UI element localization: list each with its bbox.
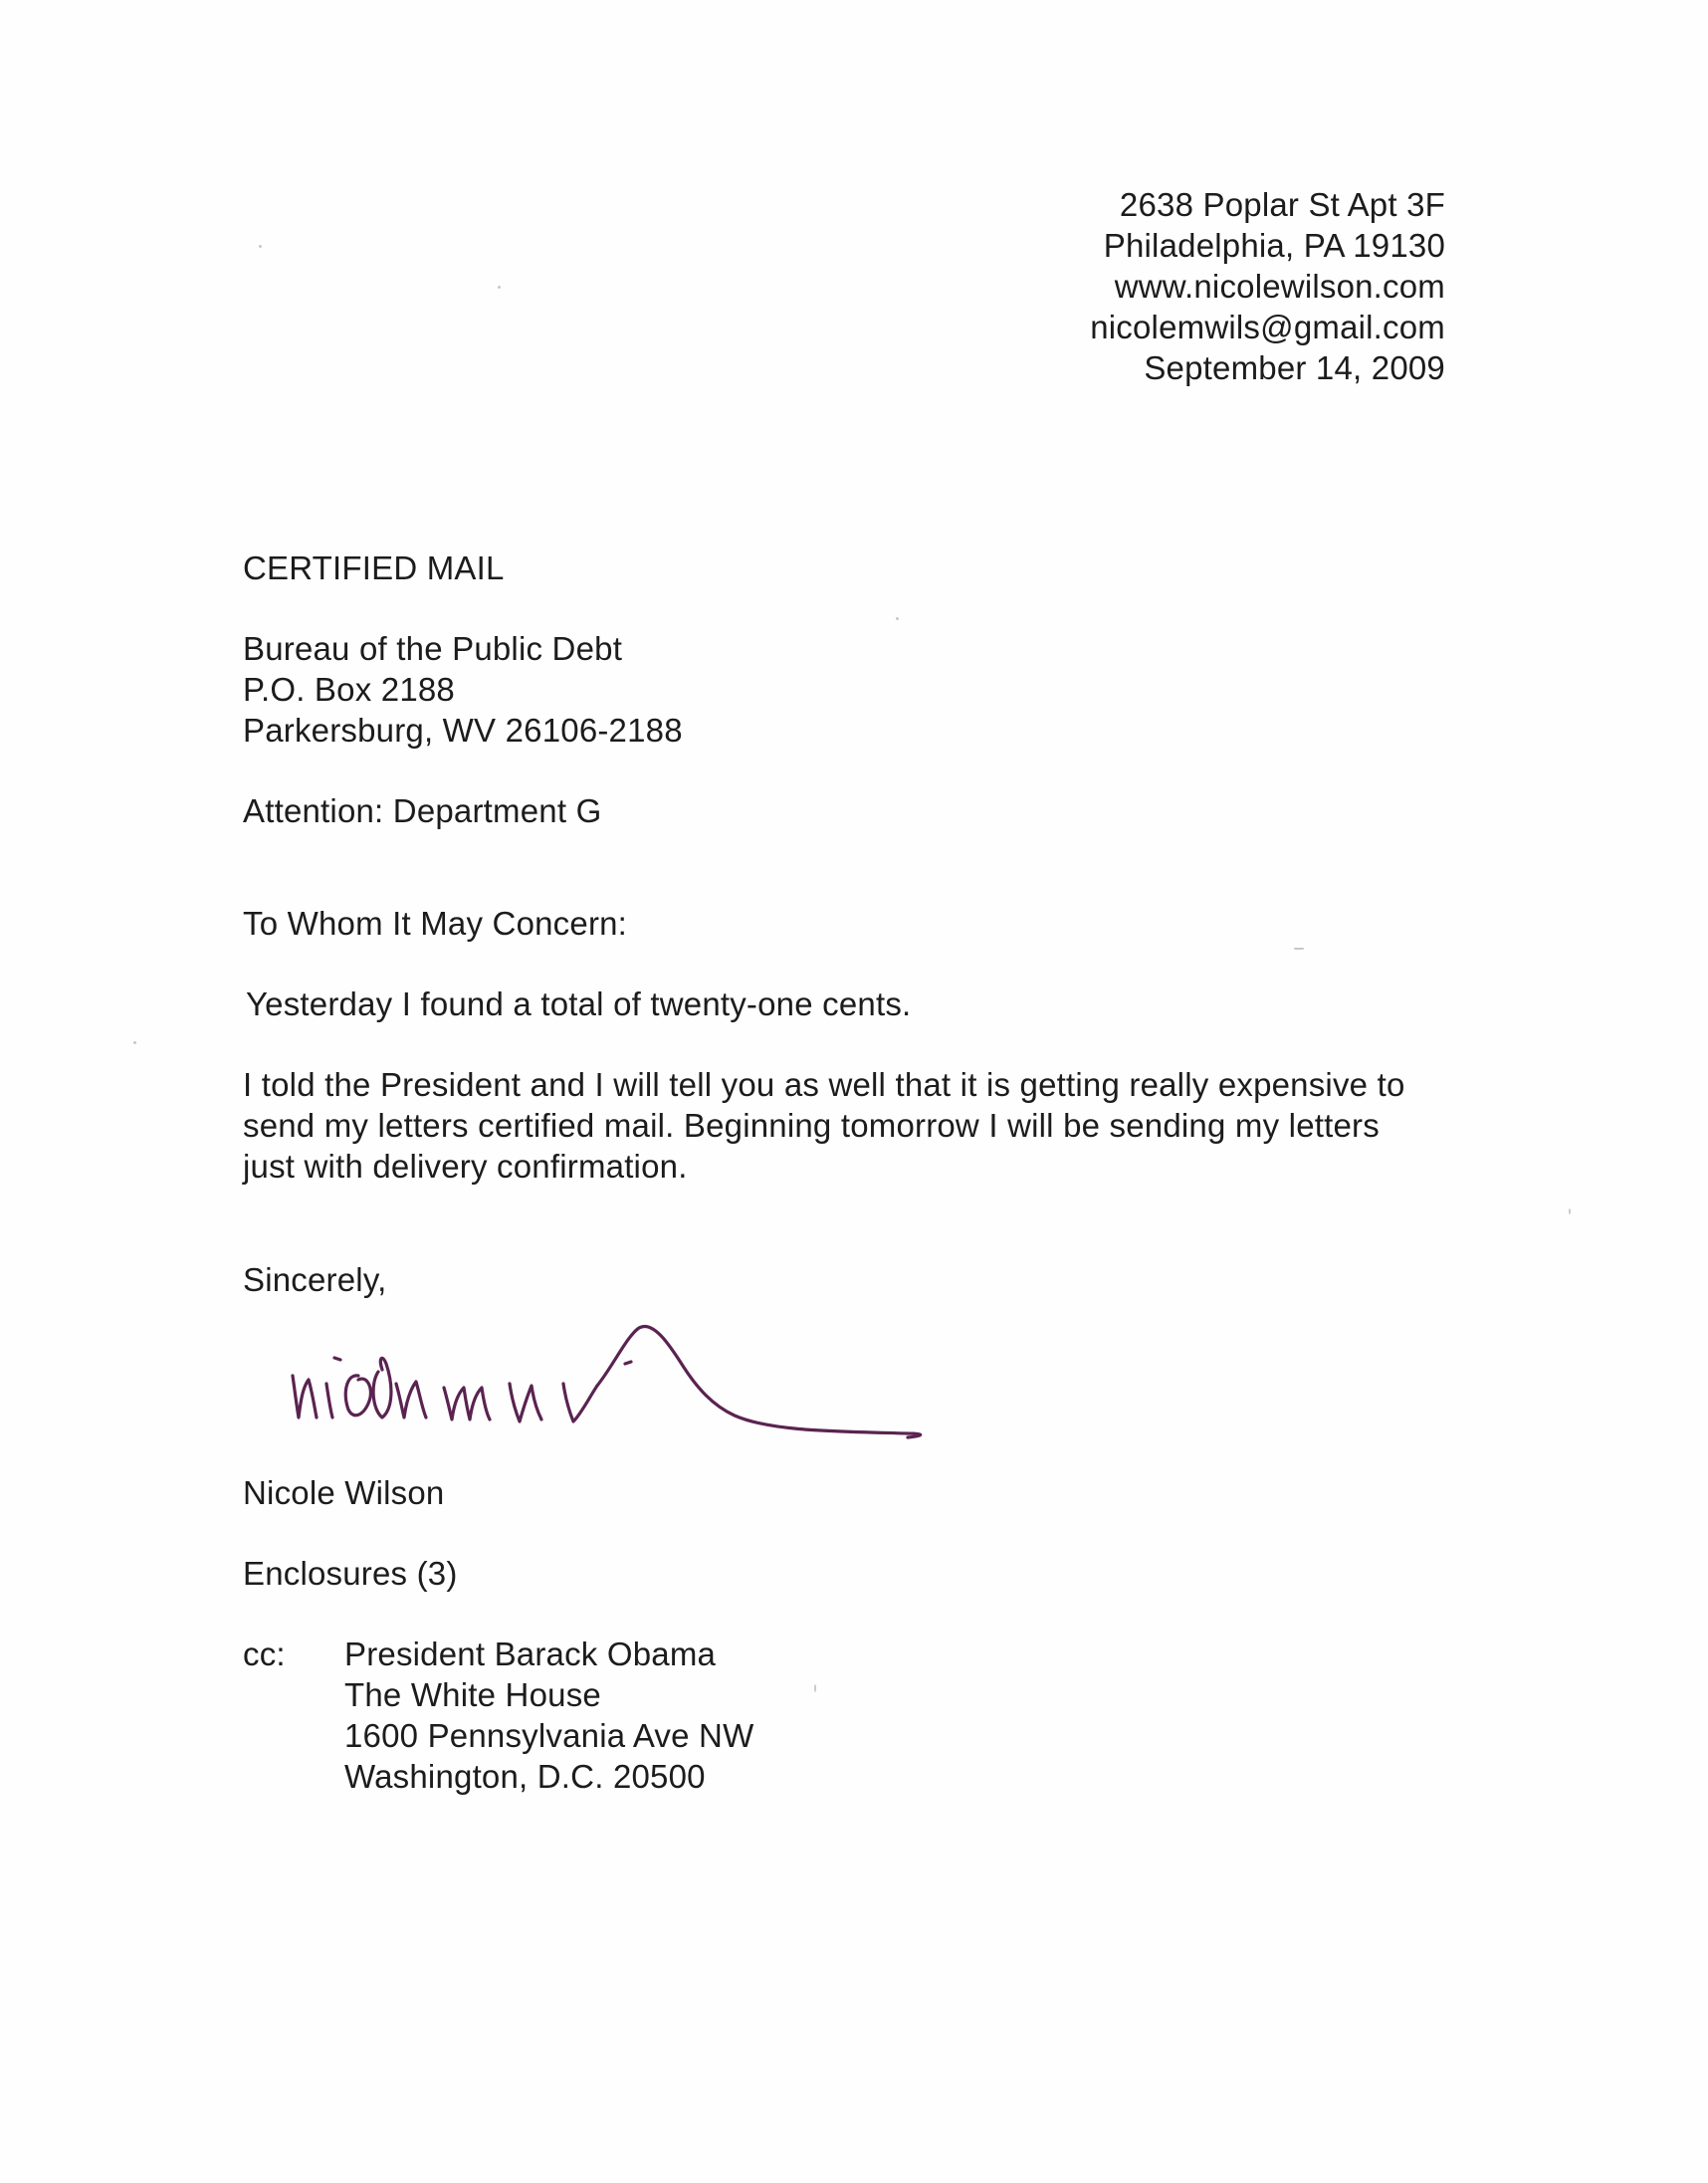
- cc-label: cc:: [243, 1636, 286, 1672]
- salutation: To Whom It May Concern:: [243, 905, 628, 942]
- scan-speck: [498, 286, 501, 289]
- sender-city-state-zip: Philadelphia, PA 19130: [1103, 227, 1445, 264]
- body-paragraph-2-line-3: just with delivery confirmation.: [243, 1148, 688, 1185]
- scan-speck: [1569, 1208, 1571, 1214]
- body-paragraph-2-line-2: send my letters certified mail. Beginning tomorrow I will be sending my letters: [243, 1107, 1380, 1144]
- body-paragraph-2-line-1: I told the President and I will tell you as well that it is getting really expensive to: [243, 1066, 1405, 1103]
- handwritten-signature: [279, 1314, 995, 1473]
- attention-line: Attention: Department G: [243, 792, 602, 829]
- scan-speck: [259, 245, 262, 248]
- body-paragraph-1: Yesterday I found a total of twenty-one cents.: [246, 985, 912, 1022]
- closing: Sincerely,: [243, 1261, 387, 1298]
- scan-speck: [814, 1684, 816, 1692]
- cc-line-4: Washington, D.C. 20500: [344, 1758, 706, 1795]
- sender-website: www.nicolewilson.com: [1114, 268, 1445, 305]
- signer-name: Nicole Wilson: [243, 1474, 445, 1511]
- cc-line-1: President Barack Obama: [344, 1636, 717, 1672]
- mail-type: CERTIFIED MAIL: [243, 549, 505, 586]
- scan-speck: [133, 1041, 136, 1044]
- scan-speck: [896, 617, 899, 620]
- scan-speck: [1294, 948, 1304, 950]
- letter-date: September 14, 2009: [1144, 349, 1445, 386]
- cc-line-2: The White House: [344, 1676, 601, 1713]
- recipient-name: Bureau of the Public Debt: [243, 630, 623, 667]
- cc-line-3: 1600 Pennsylvania Ave NW: [344, 1717, 754, 1754]
- sender-street: 2638 Poplar St Apt 3F: [1119, 186, 1445, 223]
- sender-email: nicolemwils@gmail.com: [1090, 309, 1445, 345]
- recipient-po-box: P.O. Box 2188: [243, 671, 455, 708]
- recipient-city-state-zip: Parkersburg, WV 26106-2188: [243, 712, 683, 749]
- enclosures: Enclosures (3): [243, 1555, 458, 1592]
